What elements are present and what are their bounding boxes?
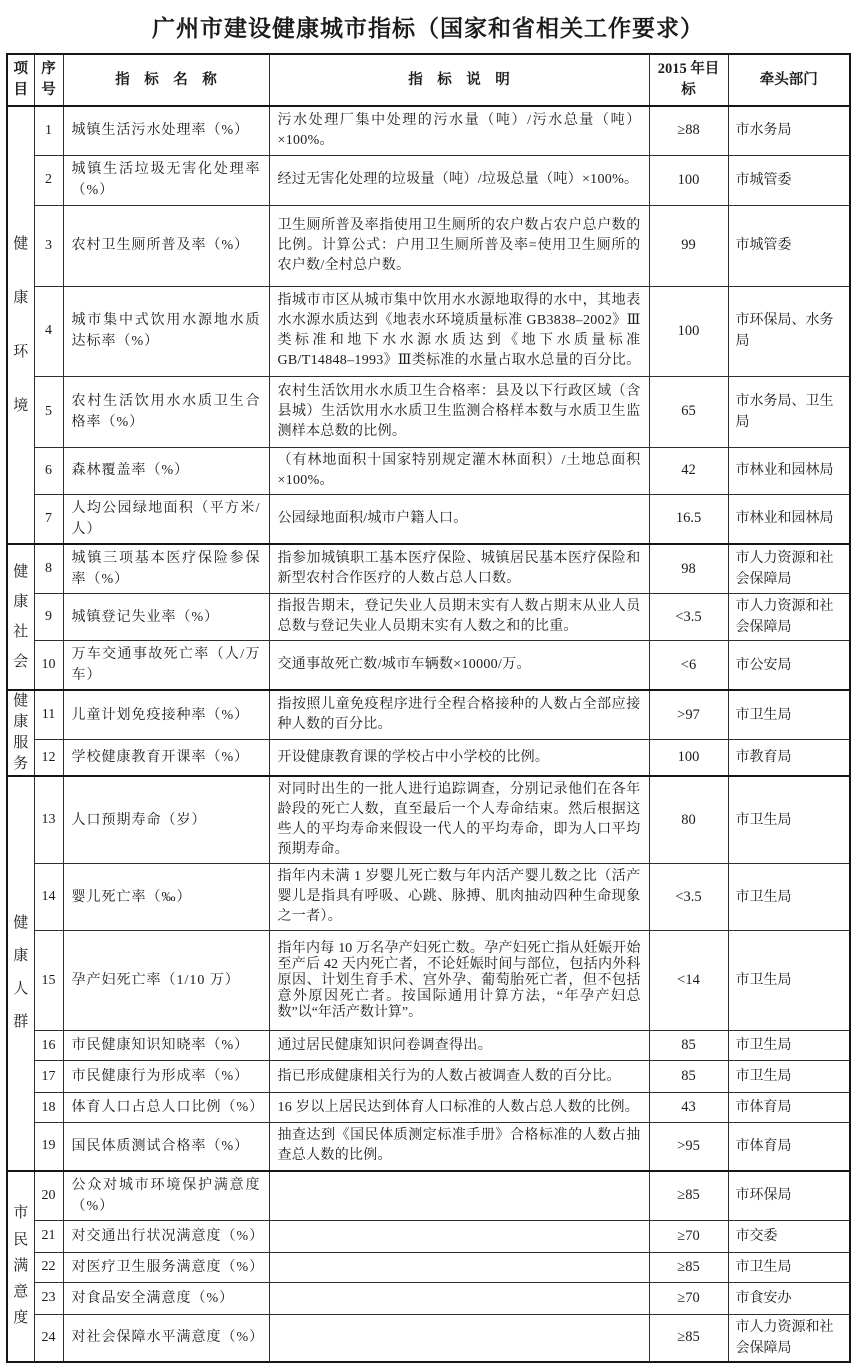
lead-department: 市环保局: [728, 1171, 850, 1221]
target-value: <14: [649, 931, 728, 1031]
indicator-name: 万车交通事故死亡率（人/万车）: [63, 641, 269, 691]
indicator-description: 卫生厕所普及率指使用卫生厕所的农户数占农户总户数的比例。计算公式：户用卫生厕所普及率=使用卫生厕所的农户数/全村总户数。: [269, 205, 649, 286]
target-value: ≥85: [649, 1171, 728, 1221]
lead-department: 市水务局: [728, 106, 850, 155]
lead-department: 市体育局: [728, 1123, 850, 1171]
lead-department: 市卫生局: [728, 776, 850, 864]
indicator-description: [269, 1282, 649, 1314]
row-index: 19: [34, 1123, 63, 1171]
lead-department: 市林业和园林局: [728, 447, 850, 494]
row-index: 8: [34, 544, 63, 594]
indicator-description: 指年内未满 1 岁婴儿死亡数与年内活产婴儿数之比（活产婴儿是指具有呼吸、心跳、脉搏、肌肉抽动四种生命现象之一者）。: [269, 864, 649, 931]
table-row: [7, 1282, 850, 1314]
indicator-description: 指参加城镇职工基本医疗保险、城镇居民基本医疗保险和新型农村合作医疗的人数占总人口数。: [269, 544, 649, 594]
indicator-description: 公园绿地面积/城市户籍人口。: [269, 494, 649, 544]
indicator-description: [269, 1171, 649, 1221]
row-index: 1: [34, 106, 63, 155]
indicator-description: （有林地面积十国家特别规定灌木林面积）/土地总面积×100%。: [269, 447, 649, 494]
target-value: 80: [649, 776, 728, 864]
category-cell: 健康人群: [7, 776, 34, 1171]
indicator-name: 学校健康教育开课率（%）: [63, 740, 269, 777]
indicator-name: 农村生活饮用水水质卫生合格率（%）: [63, 376, 269, 447]
table-row: [7, 1061, 850, 1093]
target-value: <3.5: [649, 594, 728, 641]
indicator-name: 城镇登记失业率（%）: [63, 594, 269, 641]
target-value: 85: [649, 1031, 728, 1061]
indicator-description: 16 岁以上居民达到体育人口标准的人数占总人数的比例。: [269, 1093, 649, 1123]
target-value: 98: [649, 544, 728, 594]
table-row: [7, 641, 850, 691]
target-value: ≥85: [649, 1314, 728, 1362]
table-row: [7, 106, 850, 155]
indicator-name: 人均公园绿地面积（平方米/人）: [63, 494, 269, 544]
lead-department: 市城管委: [728, 155, 850, 205]
indicator-description: 指城市市区从城市集中饮用水水源地取得的水中，其地表水水源水质达到《地表水环境质量标准 GB3838–2002》Ⅲ类标准和地下水水源水质达到《地下水质量标准 GB/T14848–1993》Ⅲ类标准的水量占取水总量的百分比。: [269, 286, 649, 376]
table-row: [7, 376, 850, 447]
col-header-description: 指 标 说 明: [269, 54, 649, 106]
lead-department: 市食安办: [728, 1282, 850, 1314]
target-value: 43: [649, 1093, 728, 1123]
table-row: [7, 494, 850, 544]
indicator-name: 人口预期寿命（岁）: [63, 776, 269, 864]
row-index: 2: [34, 155, 63, 205]
row-index: 12: [34, 740, 63, 777]
target-value: 100: [649, 286, 728, 376]
row-index: 6: [34, 447, 63, 494]
category-cell: 健康社会: [7, 544, 34, 690]
indicator-name: 市民健康行为形成率（%）: [63, 1061, 269, 1093]
table-row: [7, 1123, 850, 1171]
row-index: 11: [34, 690, 63, 740]
indicator-name: 市民健康知识知晓率（%）: [63, 1031, 269, 1061]
row-index: 13: [34, 776, 63, 864]
row-index: 23: [34, 1282, 63, 1314]
table-row: [7, 544, 850, 594]
table-row: [7, 690, 850, 740]
indicator-description: [269, 1252, 649, 1282]
category-cell: 健康环境: [7, 106, 34, 544]
indicator-name: 城市集中式饮用水源地水质达标率（%）: [63, 286, 269, 376]
indicator-description: 开设健康教育课的学校占中小学校的比例。: [269, 740, 649, 777]
row-index: 18: [34, 1093, 63, 1123]
table-row: [7, 1031, 850, 1061]
indicator-description: 对同时出生的一批人进行追踪调查，分别记录他们在各年龄段的死亡人数，直至最后一个人寿命结束。然后根据这些人的平均寿命来假设一代人的平均寿命，即为人口平均预期寿命。: [269, 776, 649, 864]
table-row: [7, 1252, 850, 1282]
lead-department: 市人力资源和社会保障局: [728, 544, 850, 594]
table-row: [7, 1171, 850, 1221]
target-value: <6: [649, 641, 728, 691]
table-row: [7, 1220, 850, 1252]
indicator-name: 体育人口占总人口比例（%）: [63, 1093, 269, 1123]
lead-department: 市交委: [728, 1220, 850, 1252]
col-header-name: 指 标 名 称: [63, 54, 269, 106]
indicator-description: 指报告期末，登记失业人员期末实有人数占期末从业人员总数与登记失业人员期末实有人数之和的比重。: [269, 594, 649, 641]
indicator-name: 国民体质测试合格率（%）: [63, 1123, 269, 1171]
row-index: 10: [34, 641, 63, 691]
indicator-name: 农村卫生厕所普及率（%）: [63, 205, 269, 286]
indicator-description: 指已形成健康相关行为的人数占被调查人数的百分比。: [269, 1061, 649, 1093]
row-index: 5: [34, 376, 63, 447]
col-header-target: 2015 年目标: [649, 54, 728, 106]
target-value: <3.5: [649, 864, 728, 931]
row-index: 22: [34, 1252, 63, 1282]
lead-department: 市卫生局: [728, 690, 850, 740]
indicator-description: 抽查达到《国民体质测定标准手册》合格标准的人数占抽查总人数的比例。: [269, 1123, 649, 1171]
category-cell: 市民满意度: [7, 1171, 34, 1362]
indicator-description: 指年内每 10 万名孕产妇死亡数。孕产妇死亡指从妊娠开始至产后 42 天内死亡者，不论妊娠时间与部位，包括内外科原因、计划生育手术、宫外孕、葡萄胎死亡者，但不包括意外原因死亡者。按国际通用计算方法，“年孕产妇总数”以“年活产数计算”。: [269, 931, 649, 1031]
row-index: 16: [34, 1031, 63, 1061]
header-row: [7, 54, 850, 106]
indicator-description: 污水处理厂集中处理的污水量（吨）/污水总量（吨）×100%。: [269, 106, 649, 155]
indicator-name: 儿童计划免疫接种率（%）: [63, 690, 269, 740]
indicator-name: 对食品安全满意度（%）: [63, 1282, 269, 1314]
target-value: 100: [649, 155, 728, 205]
table-row: [7, 1093, 850, 1123]
indicators-table: [6, 53, 851, 1363]
table-row: [7, 740, 850, 777]
document-title: 广州市建设健康城市指标（国家和省相关工作要求）: [152, 16, 704, 41]
target-value: 65: [649, 376, 728, 447]
indicator-name: 公众对城市环境保护满意度（%）: [63, 1171, 269, 1221]
indicator-description: 交通事故死亡数/城市车辆数×10000/万。: [269, 641, 649, 691]
table-row: [7, 447, 850, 494]
indicator-name: 孕产妇死亡率（1/10 万）: [63, 931, 269, 1031]
indicator-description: 通过居民健康知识问卷调查得出。: [269, 1031, 649, 1061]
target-value: ≥88: [649, 106, 728, 155]
table-row: [7, 776, 850, 864]
lead-department: 市教育局: [728, 740, 850, 777]
col-header-category: 项目: [7, 54, 34, 106]
indicator-description: [269, 1220, 649, 1252]
lead-department: 市卫生局: [728, 1031, 850, 1061]
target-value: ≥70: [649, 1220, 728, 1252]
row-index: 15: [34, 931, 63, 1031]
table-row: [7, 205, 850, 286]
indicator-name: 对医疗卫生服务满意度（%）: [63, 1252, 269, 1282]
row-index: 21: [34, 1220, 63, 1252]
row-index: 3: [34, 205, 63, 286]
lead-department: 市卫生局: [728, 1252, 850, 1282]
lead-department: 市环保局、水务局: [728, 286, 850, 376]
row-index: 4: [34, 286, 63, 376]
target-value: 85: [649, 1061, 728, 1093]
lead-department: 市体育局: [728, 1093, 850, 1123]
table-row: [7, 864, 850, 931]
table-row: [7, 1314, 850, 1362]
lead-department: 市水务局、卫生局: [728, 376, 850, 447]
row-index: 24: [34, 1314, 63, 1362]
col-header-no: 序号: [34, 54, 63, 106]
indicator-name: 对社会保障水平满意度（%）: [63, 1314, 269, 1362]
table-row: [7, 931, 850, 1031]
row-index: 14: [34, 864, 63, 931]
indicator-description: 指按照儿童免疫程序进行全程合格接种的人数占全部应接种人数的百分比。: [269, 690, 649, 740]
col-header-department: 牵头部门: [728, 54, 850, 106]
indicator-name: 城镇三项基本医疗保险参保率（%）: [63, 544, 269, 594]
indicator-name: 森林覆盖率（%）: [63, 447, 269, 494]
target-value: 42: [649, 447, 728, 494]
target-value: ≥70: [649, 1282, 728, 1314]
lead-department: 市人力资源和社会保障局: [728, 1314, 850, 1362]
indicator-description: 经过无害化处理的垃圾量（吨）/垃圾总量（吨）×100%。: [269, 155, 649, 205]
lead-department: 市卫生局: [728, 1061, 850, 1093]
target-value: 100: [649, 740, 728, 777]
category-cell: 健康服务: [7, 690, 34, 776]
row-index: 17: [34, 1061, 63, 1093]
table-row: [7, 286, 850, 376]
target-value: 99: [649, 205, 728, 286]
row-index: 7: [34, 494, 63, 544]
indicator-name: 对交通出行状况满意度（%）: [63, 1220, 269, 1252]
target-value: 16.5: [649, 494, 728, 544]
lead-department: 市城管委: [728, 205, 850, 286]
table-row: [7, 155, 850, 205]
lead-department: 市卫生局: [728, 931, 850, 1031]
lead-department: 市林业和园林局: [728, 494, 850, 544]
row-index: 9: [34, 594, 63, 641]
lead-department: 市人力资源和社会保障局: [728, 594, 850, 641]
target-value: ≥85: [649, 1252, 728, 1282]
indicator-name: 城镇生活垃圾无害化处理率（%）: [63, 155, 269, 205]
lead-department: 市公安局: [728, 641, 850, 691]
lead-department: 市卫生局: [728, 864, 850, 931]
indicator-name: 婴儿死亡率（‰）: [63, 864, 269, 931]
row-index: 20: [34, 1171, 63, 1221]
indicator-description: [269, 1314, 649, 1362]
indicator-description: 农村生活饮用水水质卫生合格率：县及以下行政区域（含县城）生活饮用水水质卫生监测合格样本数与水质卫生监测样本总数的比例。: [269, 376, 649, 447]
target-value: >95: [649, 1123, 728, 1171]
table-row: [7, 594, 850, 641]
indicator-name: 城镇生活污水处理率（%）: [63, 106, 269, 155]
target-value: >97: [649, 690, 728, 740]
